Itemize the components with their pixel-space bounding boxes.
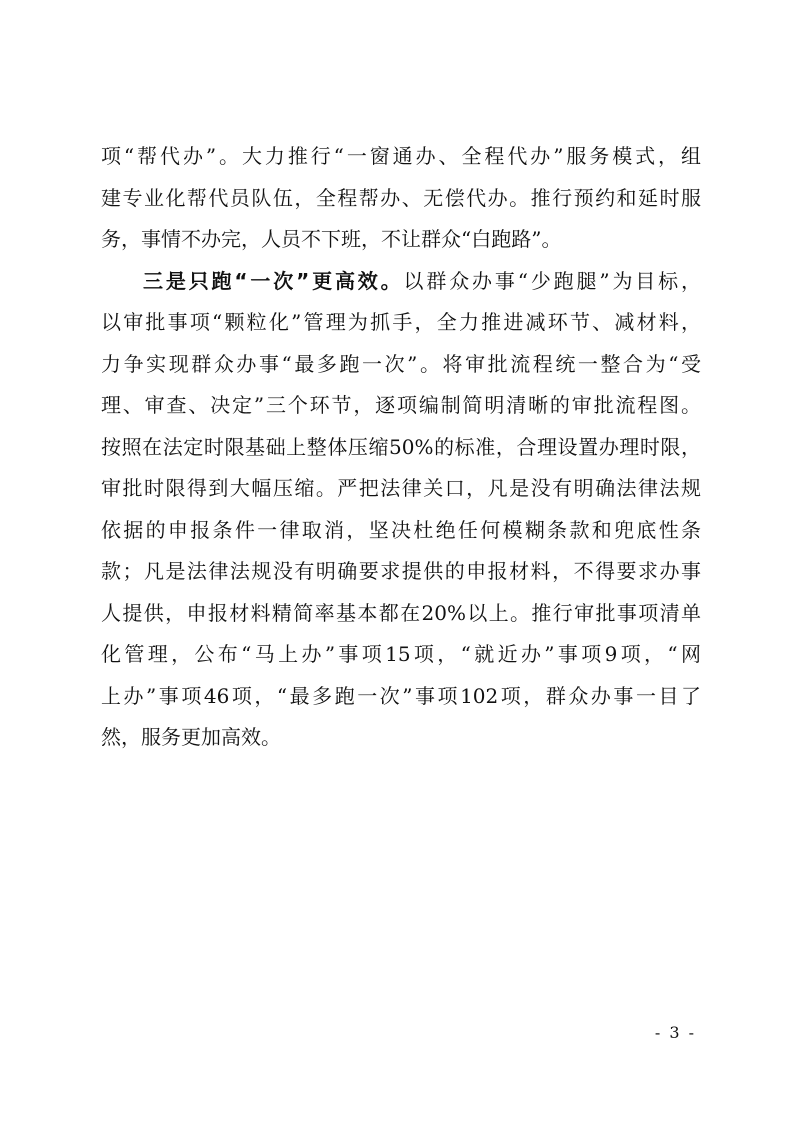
paragraph-text: 以群众办事“少跑腿”为目标，	[403, 268, 701, 293]
paragraph-line: 然，服务更加高效。	[101, 725, 281, 749]
paragraph-line: 建专业化帮代员队伍，全程帮办、无偿代办。推行预约和延时服	[101, 185, 701, 210]
paragraph-line: 上办”事项46项，“最多跑一次”事项102项，群众办事一目了	[101, 683, 701, 708]
section-heading: 三是只跑“一次”更高效。	[143, 268, 404, 293]
paragraph-line: 务，事情不办完，人员不下班，不让群众“白跑路”。	[101, 227, 562, 251]
paragraph-line: 人提供，申报材料精简率基本都在20%以上。推行审批事项清单	[101, 600, 701, 625]
paragraph-line: 化管理，公布“马上办”事项15项，“就近办”事项9项，“网	[101, 642, 701, 666]
paragraph-line: 按照在法定时限基础上整体压缩50%的标准，合理设置办理时限，	[101, 434, 701, 459]
section-heading-line	[101, 261, 701, 303]
paragraph-line: 款；凡是法律法规没有明确要求提供的申报材料，不得要求办事	[101, 559, 701, 583]
paragraph-line: 依据的申报条件一律取消，坚决杜绝任何模糊条款和兜底性条	[101, 517, 701, 542]
paragraph-line: 理、审查、决定”三个环节，逐项编制简明清晰的审批流程图。	[101, 393, 701, 417]
document-body	[101, 136, 701, 759]
page-number: - 3 -	[654, 1023, 696, 1042]
paragraph-line: 审批时限得到大幅压缩。严把法律关口，凡是没有明确法律法规	[101, 476, 701, 500]
paragraph-line: 以审批事项“颗粒化”管理为抓手，全力推进减环节、减材料，	[101, 310, 701, 334]
paragraph-line: 力争实现群众办事“最多跑一次”。将审批流程统一整合为“受	[101, 351, 701, 376]
paragraph-line: 项“帮代办”。大力推行“一窗通办、全程代办”服务模式，组	[101, 144, 701, 168]
